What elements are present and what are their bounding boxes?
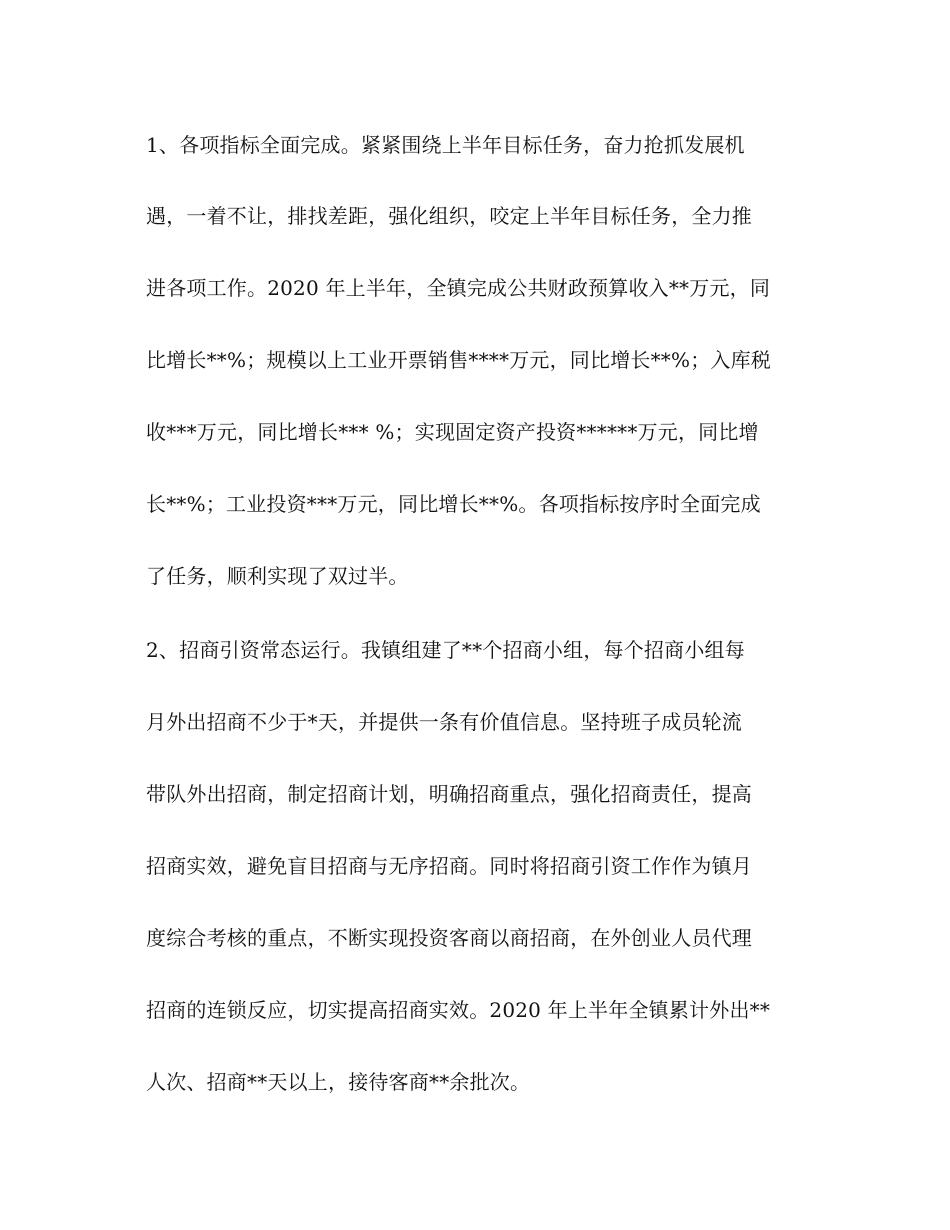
paragraph-line: 招商实效，避免盲目招商与无序招商。同时将招商引资工作作为镇月: [146, 854, 752, 878]
paragraph-line: 长**%；工业投资***万元，同比增长**%。各项指标按序时全面完成: [146, 492, 761, 516]
paragraph-line: 2、招商引资常态运行。我镇组建了**个招商小组，每个招商小组每: [146, 638, 745, 662]
paragraph-line: 度综合考核的重点，不断实现投资客商以商招商，在外创业人员代理: [146, 926, 752, 950]
paragraph-line: 进各项工作。2020 年上半年，全镇完成公共财政预算收入**万元，同: [146, 276, 771, 300]
paragraph-line: 了任务，顺利实现了双过半。: [146, 564, 409, 588]
paragraph-line: 遇，一着不让，排找差距，强化组织，咬定上半年目标任务，全力推: [146, 204, 752, 228]
paragraph-line: 收***万元，同比增长*** %；实现固定资产投资******万元，同比增: [146, 420, 759, 444]
paragraph-line: 人次、招商**天以上，接待客商**余批次。: [146, 1070, 531, 1094]
paragraph-line: 1、各项指标全面完成。紧紧围绕上半年目标任务，奋力抢抓发展机: [146, 133, 745, 157]
paragraph-line: 月外出招商不少于*天，并提供一条有价值信息。坚持班子成员轮流: [146, 710, 742, 734]
paragraph-line: 招商的连锁反应，切实提高招商实效。2020 年上半年全镇累计外出**: [146, 998, 771, 1022]
paragraph-line: 比增长**%；规模以上工业开票销售****万元，同比增长**%；入库税: [146, 348, 772, 372]
paragraph-line: 带队外出招商，制定招商计划，明确招商重点，强化招商责任，提高: [146, 782, 752, 806]
